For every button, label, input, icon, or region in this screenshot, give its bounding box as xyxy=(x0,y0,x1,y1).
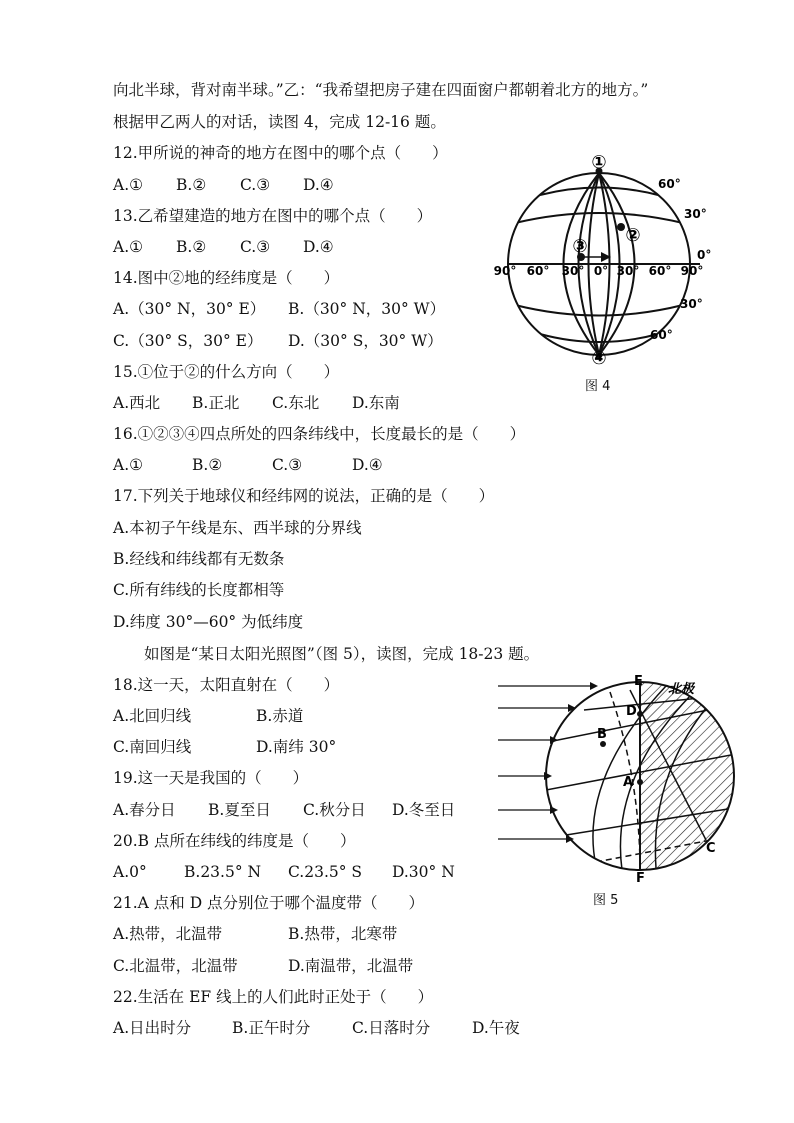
q17-option-d[interactable]: D.纬度 30°—60° 为低纬度 xyxy=(113,613,304,631)
q12-option-b[interactable]: B.② xyxy=(176,176,207,194)
label-north-pole: 北极 xyxy=(668,682,695,697)
figure-5-sunlight xyxy=(494,670,744,888)
q20-stem: 20.B 点所在纬线的纬度是（ ） xyxy=(113,832,356,850)
q14-option-d[interactable]: D.（30° S，30° W） xyxy=(288,332,443,350)
label-f: F xyxy=(636,871,645,886)
label-lon-30w: 30° xyxy=(561,264,585,278)
q16-option-c[interactable]: C.③ xyxy=(272,456,303,474)
q16-option-d[interactable]: D.④ xyxy=(352,456,383,474)
label-point-1: ① xyxy=(591,152,607,173)
q12-option-c[interactable]: C.③ xyxy=(240,176,271,194)
point-a-dot xyxy=(637,779,643,785)
q16-option-a[interactable]: A.① xyxy=(113,456,144,474)
q21-option-a[interactable]: A.热带，北温带 xyxy=(113,925,223,943)
q14-option-a[interactable]: A.（30° N，30° E） xyxy=(113,300,266,318)
label-e: E xyxy=(634,674,643,689)
label-d: D xyxy=(626,704,637,719)
q14-option-c[interactable]: C.（30° S，30° E） xyxy=(113,332,263,350)
q19-option-d[interactable]: D.冬至日 xyxy=(392,801,456,819)
q17-option-a[interactable]: A.本初子午线是东、西半球的分界线 xyxy=(113,519,362,537)
q19-option-b[interactable]: B.夏至日 xyxy=(208,801,271,819)
q22-option-b[interactable]: B.正午时分 xyxy=(232,1019,311,1037)
q16-stem: 16.①②③④四点所处的四条纬线中，长度最长的是（ ） xyxy=(113,425,526,443)
q18-option-c[interactable]: C.南回归线 xyxy=(113,738,192,756)
intro-line-2: 根据甲乙两人的对话，读图 4，完成 12-16 题。 xyxy=(113,113,446,131)
label-lat-60s: 60° xyxy=(650,328,673,342)
figure-4-caption: 图 4 xyxy=(585,379,611,394)
label-point-4: ④ xyxy=(591,348,607,368)
label-point-3: ③ xyxy=(572,236,588,257)
q18-option-a[interactable]: A.北回归线 xyxy=(113,707,192,725)
q13-stem: 13.乙希望建造的地方在图中的哪个点（ ） xyxy=(113,207,433,225)
q15-option-d[interactable]: D.东南 xyxy=(352,394,400,412)
label-lon-60w: 60° xyxy=(526,264,550,278)
q19-option-a[interactable]: A.春分日 xyxy=(113,801,176,819)
q17-option-c[interactable]: C.所有纬线的长度都相等 xyxy=(113,581,285,599)
label-lon-90w: 90° xyxy=(493,264,517,278)
q15-option-b[interactable]: B.正北 xyxy=(192,394,240,412)
q15-option-a[interactable]: A.西北 xyxy=(113,394,161,412)
q18-option-b[interactable]: B.赤道 xyxy=(256,707,304,725)
q13-option-c[interactable]: C.③ xyxy=(240,238,271,256)
q22-option-c[interactable]: C.日落时分 xyxy=(352,1019,431,1037)
label-b: B xyxy=(597,727,607,742)
label-lat-0: 0° xyxy=(697,248,712,262)
label-lon-90e: 90° xyxy=(680,264,704,278)
q21-option-d[interactable]: D.南温带，北温带 xyxy=(288,957,414,975)
q18-option-d[interactable]: D.南纬 30° xyxy=(256,738,337,756)
q20-option-a[interactable]: A.0° xyxy=(113,863,147,881)
label-point-2: ② xyxy=(625,225,641,246)
q18-stem: 18.这一天，太阳直射在（ ） xyxy=(113,676,340,694)
q20-option-d[interactable]: D.30° N xyxy=(392,863,455,881)
q16-option-b[interactable]: B.② xyxy=(192,456,223,474)
point-2-dot xyxy=(617,223,625,231)
sun-rays xyxy=(498,686,592,839)
label-lat-30s: 30° xyxy=(680,297,703,311)
intro-2: 如图是“某日太阳光照图”（图 5），读图，完成 18-23 题。 xyxy=(144,645,540,663)
q12-option-d[interactable]: D.④ xyxy=(303,176,334,194)
q21-option-c[interactable]: C.北温带，北温带 xyxy=(113,957,238,975)
label-lon-60e: 60° xyxy=(648,264,672,278)
q12-option-a[interactable]: A.① xyxy=(113,176,144,194)
q13-option-d[interactable]: D.④ xyxy=(303,238,334,256)
label-lat-60n: 60° xyxy=(658,177,681,191)
label-lat-30n: 30° xyxy=(684,207,707,221)
q19-stem: 19.这一天是我国的（ ） xyxy=(113,769,309,787)
q22-stem: 22.生活在 EF 线上的人们此时正处于（ ） xyxy=(113,988,434,1006)
label-lon-30e: 30° xyxy=(616,264,640,278)
point-d-dot xyxy=(637,711,643,717)
q17-option-b[interactable]: B.经线和纬线都有无数条 xyxy=(113,550,285,568)
q22-option-d[interactable]: D.午夜 xyxy=(472,1019,520,1037)
label-c: C xyxy=(706,841,716,856)
figure-4-globe xyxy=(490,148,720,368)
q21-stem: 21.A 点和 D 点分别位于哪个温度带（ ） xyxy=(113,894,425,912)
q12-stem: 12.甲所说的神奇的地方在图中的哪个点（ ） xyxy=(113,144,448,162)
q15-stem: 15.①位于②的什么方向（ ） xyxy=(113,363,340,381)
q21-option-b[interactable]: B.热带，北寒带 xyxy=(288,925,398,943)
q22-option-a[interactable]: A.日出时分 xyxy=(113,1019,192,1037)
q13-option-b[interactable]: B.② xyxy=(176,238,207,256)
label-lon-0: 0° xyxy=(593,264,609,278)
q14-option-b[interactable]: B.（30° N，30° W） xyxy=(288,300,446,318)
q19-option-c[interactable]: C.秋分日 xyxy=(303,801,366,819)
q20-option-c[interactable]: C.23.5° S xyxy=(288,863,363,881)
q17-stem: 17.下列关于地球仪和经纬网的说法，正确的是（ ） xyxy=(113,487,495,505)
figure-5-caption: 图 5 xyxy=(593,893,619,908)
q14-stem: 14.图中②地的经纬度是（ ） xyxy=(113,269,340,287)
label-a: A xyxy=(623,775,634,790)
q13-option-a[interactable]: A.① xyxy=(113,238,144,256)
q20-option-b[interactable]: B.23.5° N xyxy=(184,863,262,881)
intro-line-1: 向北半球，背对南半球。”乙：“我希望把房子建在四面窗户都朝着北方的地方。” xyxy=(113,81,649,99)
q15-option-c[interactable]: C.东北 xyxy=(272,394,320,412)
